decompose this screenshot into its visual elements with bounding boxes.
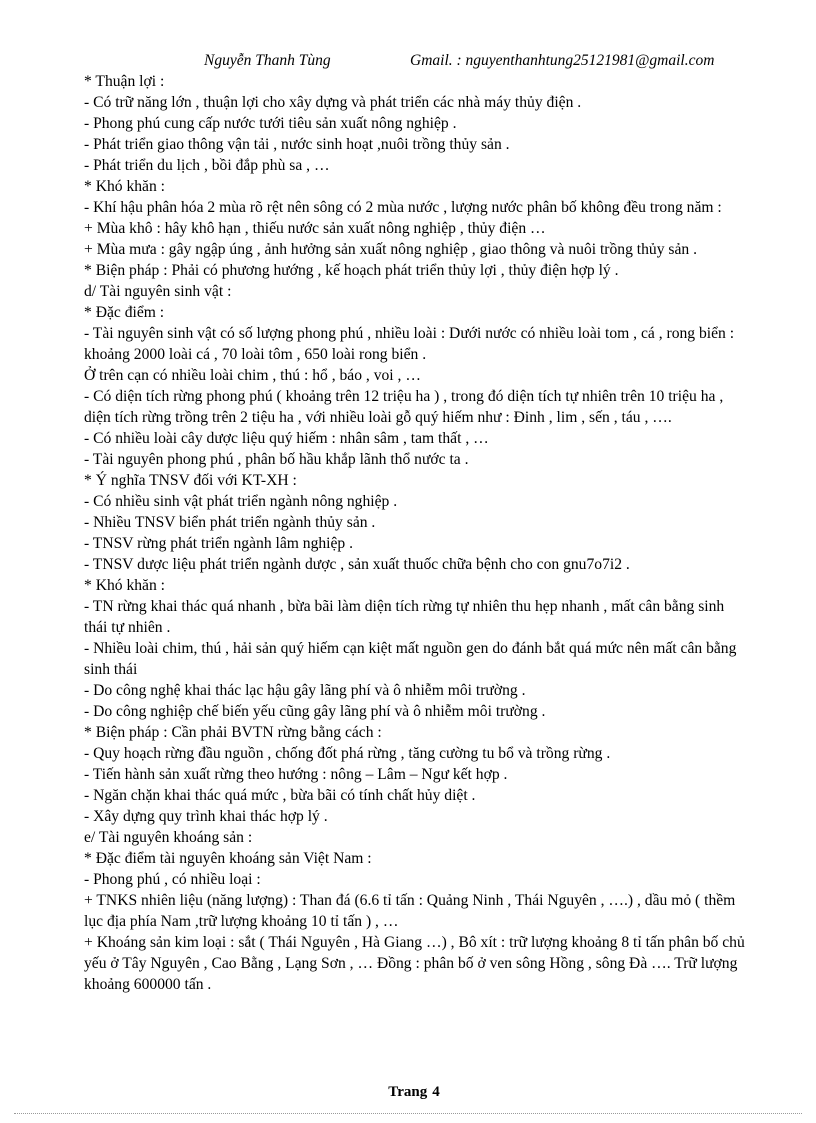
text-line: - Tài nguyên sinh vật có số lượng phong phú , nhiều loài : Dưới nước có nhiều loài tom , cá , rong biển : khoảng 2000 loài cá , 70 loài tôm , 650 loài rong biển .	[84, 325, 735, 363]
text-line: - Tài nguyên phong phú , phân bố hầu khắp lãnh thổ nước ta .	[84, 451, 469, 468]
text-line: * Đặc điểm :	[84, 304, 165, 321]
text-line: - Xây dựng quy trình khai thác hợp lý .	[84, 808, 328, 825]
footer-divider	[14, 1113, 802, 1114]
text-line: - TNSV rừng phát triển ngành lâm nghiệp .	[84, 535, 354, 552]
text-line: - Phát triển du lịch , bồi đắp phù sa , …	[84, 157, 330, 174]
text-line: - Có nhiều sinh vật phát triển ngành nông nghiệp .	[84, 493, 398, 510]
text-line: * Biện pháp : Cần phải BVTN rừng bằng cách :	[84, 724, 382, 741]
text-line: - Ngăn chặn khai thác quá mức , bừa bãi có tính chất hủy diệt .	[84, 787, 476, 804]
text-line: - Nhiều loài chim, thú , hải sản quý hiếm cạn kiệt mất nguồn gen do đánh bắt quá mức nên mất cân bằng sinh thái	[84, 640, 737, 678]
text-line: - Tiến hành sản xuất rừng theo hướng : nông – Lâm – Ngư kết hợp .	[84, 766, 508, 783]
section-heading: e/ Tài nguyên khoáng sản :	[84, 829, 253, 846]
page-label: Trang	[388, 1084, 428, 1100]
text-line: + Mùa mưa : gây ngập úng , ảnh hưởng sản xuất nông nghiệp , giao thông và nuôi trồng thủy sản .	[84, 241, 697, 258]
author-name: Nguyễn Thanh Tùng	[204, 52, 331, 69]
page-footer	[0, 1084, 816, 1101]
text-line: - Phong phú cung cấp nước tưới tiêu sản xuất nông nghiệp .	[84, 115, 457, 132]
text-line: * Khó khăn :	[84, 178, 165, 195]
text-line: * Ý nghĩa TNSV đối với KT-XH :	[84, 472, 297, 489]
text-line: - Do công nghệ khai thác lạc hậu gây lãng phí và ô nhiễm môi trường .	[84, 682, 526, 699]
section-heading: d/ Tài nguyên sinh vật :	[84, 283, 232, 300]
text-line: - TNSV dược liệu phát triển ngành dược , sản xuất thuốc chữa bệnh cho con gnu7o7i2 .	[84, 556, 630, 573]
text-line: - Quy hoạch rừng đầu nguồn , chống đốt phá rừng , tăng cường tu bổ và trồng rừng .	[84, 745, 611, 762]
text-line: * Biện pháp : Phải có phương hướng , kế hoạch phát triển thủy lợi , thủy điện hợp lý .	[84, 262, 619, 279]
document-body	[84, 71, 748, 995]
text-line: + TNKS nhiên liệu (năng lượng) : Than đá (6.6 tỉ tấn : Quảng Ninh , Thái Nguyên , ….) , dầu mỏ ( thềm lục địa phía Nam ,trữ lượng khoảng 10 tỉ tấn ) , …	[84, 892, 736, 930]
text-line: - Có trữ năng lớn , thuận lợi cho xây dựng và phát triển các nhà máy thủy điện .	[84, 94, 582, 111]
text-line: * Khó khăn :	[84, 577, 165, 594]
text-line: - Khí hậu phân hóa 2 mùa rõ rệt nên sông có 2 mùa nước , lượng nước phân bố không đều trong năm :	[84, 199, 722, 216]
author-gmail: Gmail. : nguyenthanhtung25121981@gmail.com	[410, 52, 715, 69]
text-line: - Có diện tích rừng phong phú ( khoảng trên 12 triệu ha ) , trong đó diện tích tự nhiên trên 10 triệu ha , diện tích rừng trồng trên 2 tiệu ha , với nhiều loài gỗ quý hiếm như : Đinh , lim , sến , táu , ….	[84, 388, 724, 426]
text-line: + Khoáng sản kim loại : sắt ( Thái Nguyên , Hà Giang …) , Bô xít : trữ lượng khoảng 8 tỉ tấn phân bố chủ yếu ở Tây Nguyên , Cao Bằng , Lạng Sơn , … Đồng : phân bố ở ven sông Hồng , sông Đà …. Trữ lượng khoảng 600000 tấn .	[84, 934, 745, 993]
text-line: - Phát triển giao thông vận tải , nước sinh hoạt ,nuôi trồng thủy sản .	[84, 136, 510, 153]
text-line: - Do công nghiệp chế biến yếu cũng gây lãng phí và ô nhiễm môi trường .	[84, 703, 546, 720]
text-line: * Đặc điểm tài nguyên khoáng sản Việt Nam :	[84, 850, 372, 867]
text-line: - TN rừng khai thác quá nhanh , bừa bãi làm diện tích rừng tự nhiên thu hẹp nhanh , mất cân bằng sinh thái tự nhiên .	[84, 598, 725, 636]
text-line: * Thuận lợi :	[84, 73, 165, 90]
text-line: - Có nhiều loài cây dược liệu quý hiếm : nhân sâm , tam thất , …	[84, 430, 489, 447]
text-line: - Phong phú , có nhiều loại :	[84, 871, 261, 888]
text-line: - Nhiều TNSV biển phát triển ngành thủy sản .	[84, 514, 376, 531]
page-number: 4	[432, 1084, 440, 1100]
text-line: + Mùa khô : hây khô hạn , thiếu nước sản xuất nông nghiệp , thủy điện …	[84, 220, 546, 237]
text-line: Ở trên cạn có nhiều loài chim , thú : hổ , báo , voi , …	[84, 367, 421, 384]
